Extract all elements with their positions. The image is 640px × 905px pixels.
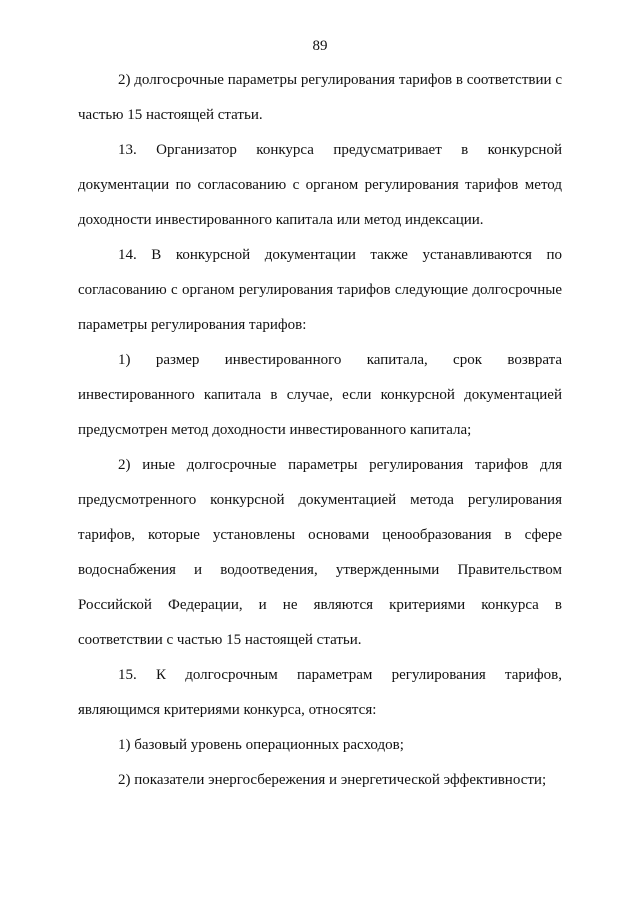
text-line: Российской Федерации, и не являются критериями конкурса в xyxy=(78,597,562,613)
text-line: 1) базовый уровень операционных расходов; xyxy=(118,737,404,753)
text-line: 15. К долгосрочным параметрам регулирования тарифов, xyxy=(118,667,562,683)
text-line: водоснабжения и водоотведения, утвержденными Правительством xyxy=(78,562,562,578)
text-line: предусмотренного конкурсной документацией метода регулирования xyxy=(78,492,562,508)
text-line: предусмотрен метод доходности инвестированного капитала; xyxy=(78,422,472,438)
text-line: соответствии с частью 15 настоящей статьи. xyxy=(78,632,362,648)
text-line: документации по согласованию с органом регулирования тарифов метод xyxy=(78,177,562,193)
text-line: параметры регулирования тарифов: xyxy=(78,317,307,333)
text-line: являющимся критериями конкурса, относятся: xyxy=(78,702,377,718)
text-line: доходности инвестированного капитала или метод индексации. xyxy=(78,212,484,228)
text-line: 1) размер инвестированного капитала, срок возврата xyxy=(118,352,562,368)
text-line: 2) иные долгосрочные параметры регулирования тарифов для xyxy=(118,457,562,473)
text-line: частью 15 настоящей статьи. xyxy=(78,107,263,123)
text-line: 2) долгосрочные параметры регулирования тарифов в соответствии с xyxy=(118,72,562,88)
text-line: инвестированного капитала в случае, если конкурсной документацией xyxy=(78,387,562,403)
text-line: согласованию с органом регулирования тарифов следующие долгосрочные xyxy=(78,282,562,298)
text-line: 13. Организатор конкурса предусматривает в конкурсной xyxy=(118,142,562,158)
text-line: тарифов, которые установлены основами ценообразования в сфере xyxy=(78,527,562,543)
text-line: 14. В конкурсной документации также устанавливаются по xyxy=(118,247,562,263)
page-number: 89 xyxy=(312,38,328,54)
text-line: 2) показатели энергосбережения и энергетической эффективности; xyxy=(118,772,547,788)
